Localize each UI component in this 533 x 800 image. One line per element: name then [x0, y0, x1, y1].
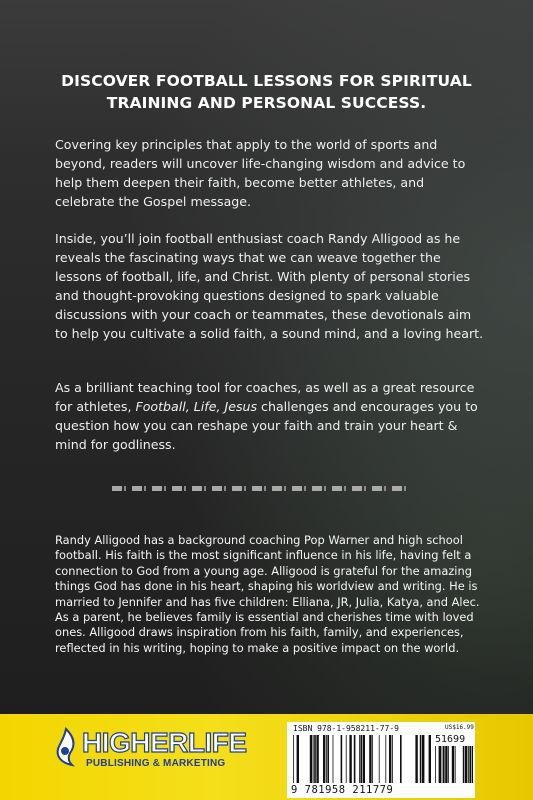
- publisher-tagline: PUBLISHING & MARKETING: [86, 758, 226, 769]
- publisher-logo: [52, 727, 252, 773]
- section-divider: [112, 486, 410, 491]
- addon-digits: 51699: [435, 734, 466, 745]
- description-paragraph-2: Inside, you’ll join football enthusiast coach Randy Alligood as he reveals the fascinating ways that we can weave together the lessons of football, life, and Christ. With plenty of personal stories and thought-provoking questions designed to spark valuable discussions with your coach or teammates, these devotionals aim to help you cultivate a solid faith, a sound mind, and a loving heart.: [55, 231, 484, 341]
- ean-digits: 9 781958 211779: [291, 784, 394, 796]
- isbn-barcode: [287, 722, 475, 798]
- price-label: US$16.99: [445, 724, 474, 731]
- p3-text-before: As a brilliant teaching tool for coaches, as well as a great resource for athletes,: [55, 380, 475, 414]
- description-paragraph-3: [55, 378, 485, 454]
- barcode-main-bars: [293, 735, 433, 783]
- publisher-name: HIGHERLIFE: [82, 727, 247, 758]
- barcode-addon-bars: [435, 746, 473, 783]
- p3-text-after: challenges and encourages you to question how you can reshape your faith and train your heart & mind for godliness.: [55, 399, 478, 452]
- description-paragraph-1: Covering key principles that apply to the world of sports and beyond, readers will uncover life-changing wisdom and advice to help them deepen their faith, become better athletes, and celebrate the Gospel message.: [55, 137, 466, 209]
- book-title-italic: Football, Life, Jesus: [135, 399, 258, 414]
- author-bio: Randy Alligood has a background coaching Pop Warner and high school football. His faith is the most significant influence in his life, having felt a connection to God from a young age. Alligood is grateful for the amazing things God has done in his heart, shaping his worldview and writing. He is married to Jennifer and has five children: Elliana, JR, Julia, Katya, and Alec. As a parent, he believes family is essential and cherishes time with loved ones. Alligood draws inspiration from his faith, family, and experiences, reflected in his writing, hoping to make a positive impact on the world.: [55, 533, 480, 655]
- headline: DISCOVER FOOTBALL LESSONS FOR SPIRITUAL TRAINING AND PERSONAL SUCCESS.: [61, 72, 472, 112]
- isbn-label: ISBN 978-1-958211-77-9: [293, 724, 399, 733]
- higherlife-flame-mark-icon: [52, 727, 80, 767]
